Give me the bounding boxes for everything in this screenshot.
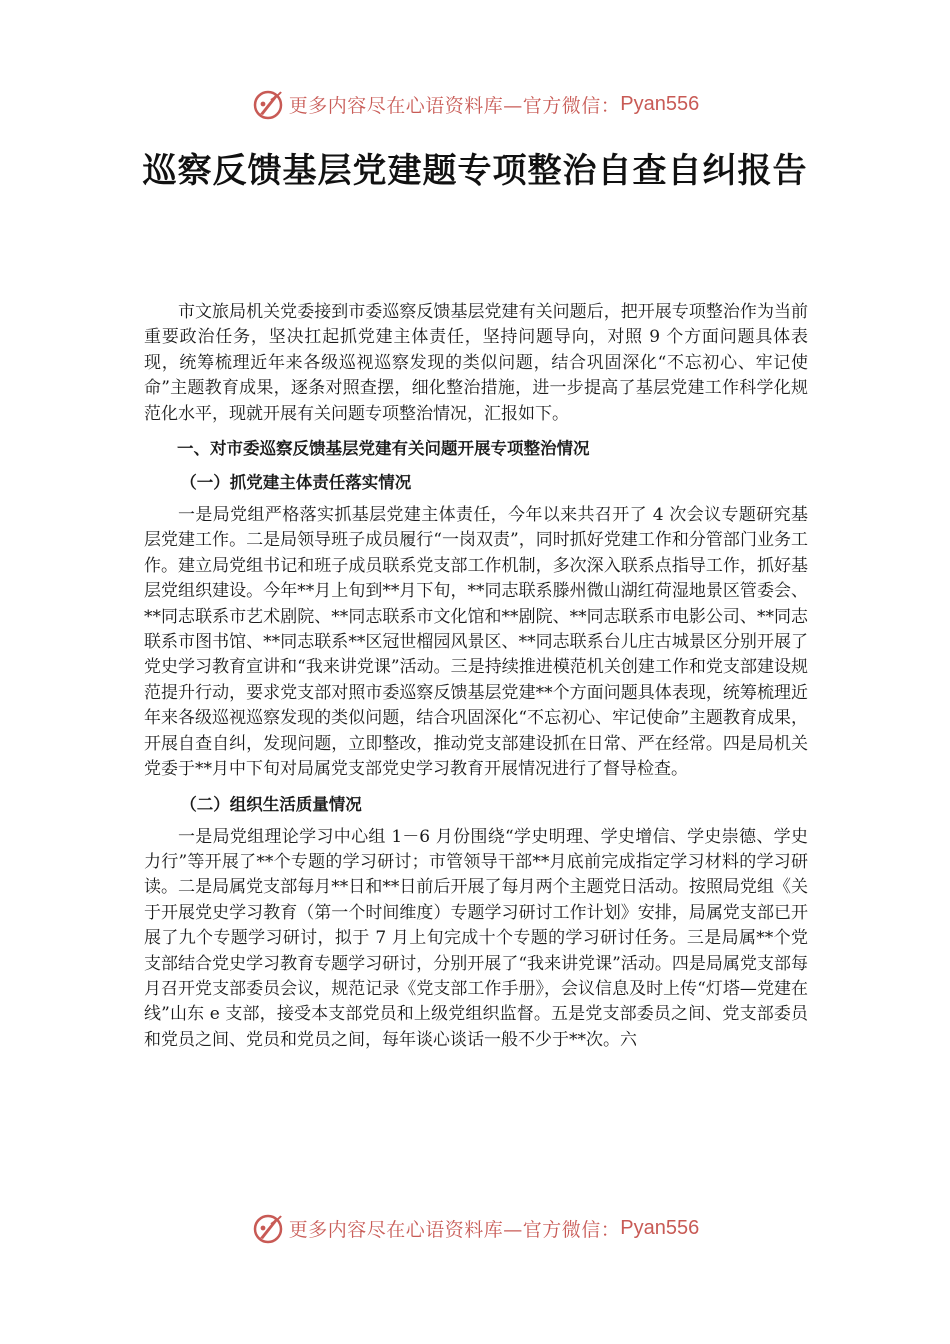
watermark-banner-top [0,84,950,124]
watermark-wechat-id: Pyan556 [620,1216,700,1239]
intro-paragraph: 市文旅局机关党委接到市委巡察反馈基层党建有关问题后，把开展专项整治作为当前重要政治任务，坚决扛起抓党建主体责任，坚持问题导向，对照 9 个方面问题具体表现，统筹梳理近年来各级巡视巡察发现的类似问题，结合巩固深化“不忘初心、牢记使命”主题教育成果，逐条对照查摆，细化整治措施，进一步提高了基层党建工作科学化规范化水平，现就开展有关问题专项整治情况，汇报如下。 [144,302,808,424]
subsection-heading: （一）抓党建主体责任落实情况 [180,473,412,493]
watermark-text: 更多内容尽在心语资料库—官方微信： [288,94,621,117]
watermark-text: 更多内容尽在心语资料库—官方微信： [288,1218,621,1241]
quill-logo-icon [251,87,285,121]
document-body [144,300,808,1053]
watermark-wechat-id: Pyan556 [620,92,700,115]
section-heading: 一、对市委巡察反馈基层党建有关问题开展专项整治情况 [177,439,590,459]
watermark-banner-bottom [0,1208,950,1248]
subsection-heading: （二）组织生活质量情况 [180,794,362,814]
document-title: 巡察反馈基层党建题专项整治自查自纠报告 [142,151,808,191]
subsection-paragraph: 一是局党组理论学习中心组 1－6 月份围绕“学史明理、学史增信、学史崇德、学史力行”等开展了**个专题的学习研讨；市管领导干部**月底前完成指定学习材料的学习研读。二是局属党支部每月**日和**日前后开展了每月两个主题党日活动。按照局党组《关于开展党史学习教育（第一个时间维度）专题学习研讨工作计划》安排，局属党支部已开展了九个专题学习研讨，拟于 7 月上旬完成十个专题的学习研讨任务。三是局属**个党支部结合党史学习教育专题学习研讨，分别开展了“我来讲党课”活动。四是局属党支部每月召开党支部委员会议，规范记录《党支部工作手册》，会议信息及时上传“灯塔—党建在线”山东 e 支部，接受本支部党员和上级党组织监督。五是党支部委员之间、党支部委员和党员之间、党员和党员之间，每年谈心谈话一般不少于**次。六 [144,826,808,1050]
quill-logo-icon [251,1211,285,1245]
subsection-paragraph: 一是局党组严格落实抓基层党建主体责任，今年以来共召开了 4 次会议专题研究基层党建工作。二是局领导班子成员履行“一岗双责”，同时抓好党建工作和分管部门业务工作。建立局党组书记和班子成员联系党支部工作机制，多次深入联系点指导工作，抓好基层党组织建设。今年**月上旬到**月下旬，**同志联系滕州微山湖红荷湿地景区管委会、**同志联系市艺术剧院、**同志联系市文化馆和**剧院、**同志联系市电影公司、**同志联系市图书馆、**同志联系**区冠世榴园风景区、**同志联系台儿庄古城景区分别开展了党史学习教育宣讲和“我来讲党课”活动。三是持续推进模范机关创建工作和党支部建设规范提升行动，要求党支部对照市委巡察反馈基层党建**个方面问题具体表现，统筹梳理近年来各级巡视巡察发现的类似问题，结合巩固深化“不忘初心、牢记使命”主题教育成果，开展自查自纠，发现问题，立即整改，推动党支部建设抓在日常、严在经常。四是局机关党委于**月中下旬对局属党支部党史学习教育开展情况进行了督导检查。 [144,505,808,780]
